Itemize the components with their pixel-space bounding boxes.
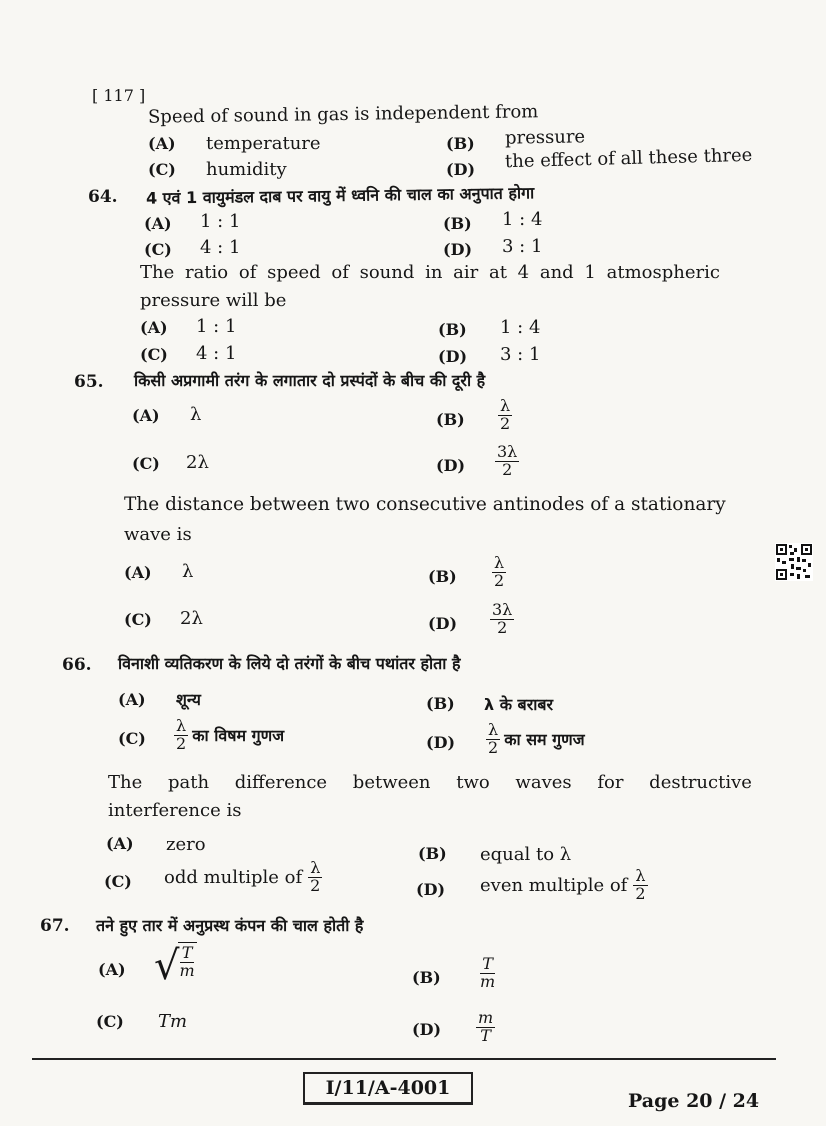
q67-a-sqrt	[154, 942, 197, 990]
q64-number: 64.	[88, 187, 118, 207]
q63-c: humidity	[206, 159, 287, 180]
q64-en-a: 1 : 1	[196, 316, 237, 337]
q65-en-b-fraction	[492, 555, 506, 590]
q64-en-d: 3 : 1	[500, 344, 541, 365]
q65-text-en-2: wave is	[124, 524, 192, 545]
q65-number: 65.	[74, 372, 104, 392]
q64-text-en-1: The ratio of speed of sound in air at 4 and 1 atmospheric	[140, 262, 720, 283]
q66-hi-b: λ के बराबर	[484, 695, 554, 714]
q67-a-num: T	[181, 943, 193, 962]
q63-b-label: (B)	[446, 134, 475, 153]
q64-hi-c-label: (C)	[144, 240, 172, 259]
q67-number: 67.	[40, 916, 70, 936]
q66-hi-c-den: 2	[176, 733, 187, 753]
q66-en-b-label: (B)	[418, 844, 447, 863]
q65-en-a: λ	[182, 561, 194, 582]
q65-hi-a-label: (A)	[132, 406, 160, 425]
q64-hi-b: 1 : 4	[502, 209, 543, 230]
q65-hi-a: λ	[190, 404, 202, 425]
paper-code: I/11/A-4001	[303, 1072, 473, 1105]
q63-d-label: (D)	[446, 160, 476, 179]
q66-hi-a-label: (A)	[118, 690, 146, 709]
sqrt-symbol-icon: √	[154, 943, 180, 989]
q64-hi-a: 1 : 1	[200, 211, 241, 232]
q64-en-a-label: (A)	[140, 318, 168, 337]
q67-d-num: m	[478, 1008, 494, 1027]
q66-hi-c-label: (C)	[118, 729, 146, 748]
q65-en-b-den: 2	[494, 570, 505, 590]
page-marker: [ 117 ]	[92, 86, 146, 105]
q66-en-c-text: odd multiple of	[164, 866, 303, 888]
q66-hi-c-text: का विषम गुणज	[192, 726, 285, 746]
q65-hi-d-fraction	[495, 444, 519, 479]
q66-en-c-num: λ	[310, 858, 321, 877]
q66-hi-d-den: 2	[488, 737, 499, 757]
q65-en-c: 2λ	[180, 608, 203, 629]
q63-d: the effect of all these three	[504, 144, 753, 173]
q66-text-en-2: interference is	[108, 800, 242, 821]
q67-b-fraction	[478, 956, 497, 991]
q65-hi-d-label: (D)	[436, 456, 466, 475]
q66-hi-d-num: λ	[488, 720, 499, 739]
q66-hi-a: शून्य	[176, 690, 201, 709]
q66-en-d-label: (D)	[416, 880, 446, 899]
q67-a-den: m	[179, 960, 195, 980]
q65-en-a-label: (A)	[124, 563, 152, 582]
q65-en-d-den: 2	[497, 617, 508, 637]
footer-divider	[32, 1058, 776, 1060]
q64-text-en-2: pressure will be	[140, 290, 287, 311]
q66-en-c-label: (C)	[104, 872, 132, 891]
q64-en-c: 4 : 1	[196, 343, 237, 364]
q66-hi-d	[486, 722, 585, 757]
q63-a: temperature	[206, 133, 321, 154]
q67-d-fraction	[476, 1010, 495, 1045]
q66-en-a: zero	[166, 834, 206, 855]
q66-en-c	[164, 860, 322, 895]
q65-hi-c-label: (C)	[132, 454, 160, 473]
q66-en-c-den: 2	[310, 875, 321, 895]
q65-hi-d-num: 3λ	[497, 442, 518, 461]
q66-hi-c-num: λ	[176, 716, 187, 735]
q67-b-den: m	[480, 971, 496, 991]
q65-en-b-num: λ	[494, 553, 505, 572]
q65-hi-b-fraction	[498, 398, 512, 433]
q65-en-c-label: (C)	[124, 610, 152, 629]
q67-d-den: T	[480, 1025, 491, 1045]
q66-hi-d-label: (D)	[426, 733, 456, 752]
q64-en-d-label: (D)	[438, 347, 468, 366]
q65-text-en-1: The distance between two consecutive antinodes of a stationary	[124, 494, 726, 515]
q66-number: 66.	[62, 655, 92, 675]
q64-text-hi: 4 एवं 1 वायुमंडल दाब पर वायु में ध्वनि की चाल का अनुपात होगा	[145, 183, 535, 208]
q64-en-b: 1 : 4	[500, 317, 541, 338]
q66-hi-b-label: (B)	[426, 694, 455, 713]
q63-b: pressure	[504, 126, 586, 149]
q63-text: Speed of sound in gas is independent from	[147, 101, 539, 128]
q64-hi-d-label: (D)	[443, 240, 473, 259]
q66-en-a-label: (A)	[106, 834, 134, 853]
q67-c-label: (C)	[96, 1012, 124, 1031]
q67-c: Tm	[158, 1011, 188, 1032]
page-number: Page 20 / 24	[628, 1090, 760, 1112]
qr-code-icon	[775, 543, 813, 581]
q65-en-d-num: 3λ	[492, 600, 513, 619]
q65-text-hi: किसी अप्रगामी तरंग के लगातार दो प्रस्पंदों के बीच की दूरी है	[134, 371, 486, 390]
q66-en-b: equal to λ	[480, 844, 572, 865]
q66-en-d-num: λ	[635, 866, 646, 885]
q66-hi-d-text: का सम गुणज	[504, 730, 585, 750]
q66-en-d	[480, 868, 648, 903]
q64-hi-b-label: (B)	[443, 214, 472, 233]
q65-hi-b-label: (B)	[436, 410, 465, 429]
q67-b-label: (B)	[412, 968, 441, 987]
q64-en-c-label: (C)	[140, 345, 168, 364]
q67-a-label: (A)	[98, 960, 126, 979]
q67-b-num: T	[482, 954, 493, 973]
q63-a-label: (A)	[148, 134, 176, 153]
q65-hi-b-num: λ	[500, 396, 511, 415]
q64-hi-d: 3 : 1	[502, 236, 543, 257]
q66-en-d-text: even multiple of	[480, 874, 628, 896]
q64-hi-c: 4 : 1	[200, 237, 241, 258]
q64-en-b-label: (B)	[438, 320, 467, 339]
q65-hi-b-den: 2	[500, 413, 511, 433]
q65-hi-d-den: 2	[502, 459, 513, 479]
q67-text-hi: तने हुए तार में अनुप्रस्थ कंपन की चाल होती है	[96, 916, 364, 935]
q65-en-d-label: (D)	[428, 614, 458, 633]
q66-text-hi: विनाशी व्यतिकरण के लिये दो तरंगों के बीच पथांतर होता है	[118, 654, 461, 673]
q65-hi-c: 2λ	[186, 452, 209, 473]
q63-c-label: (C)	[148, 160, 176, 179]
q64-hi-a-label: (A)	[144, 214, 172, 233]
q65-en-d-fraction	[490, 602, 514, 637]
q65-en-b-label: (B)	[428, 567, 457, 586]
q66-hi-c	[174, 718, 284, 753]
q67-d-label: (D)	[412, 1020, 442, 1039]
q66-en-d-den: 2	[635, 883, 646, 903]
q66-text-en-1: The path difference between two waves for destructive	[108, 772, 752, 793]
